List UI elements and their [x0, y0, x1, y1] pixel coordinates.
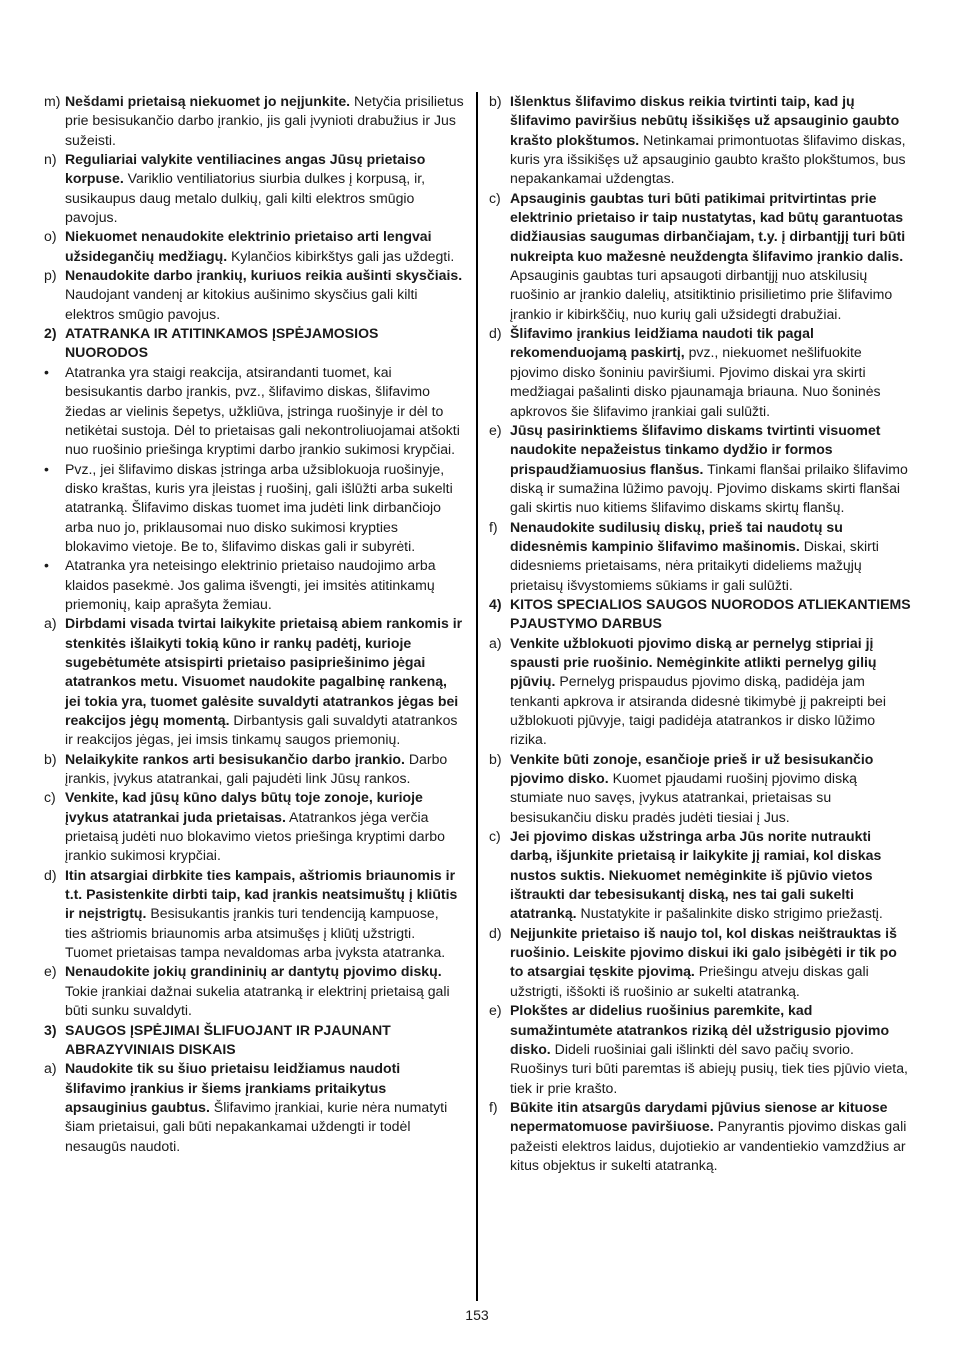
item-bold-text: Išlenktus šlifavimo diskus reikia tvirtinti taip, kad jų šlifavimo paviršius nebūtų išsikišęs už apsauginio gaubto krašto plokštumos.	[510, 93, 900, 148]
item-text: Atatranka yra staigi reakcija, atsirandanti tuomet, kai besisukantis darbo įrankis, pvz., šlifavimo diskas, šlifavimo žiedas ar vielinis šepetys, užkliūva, įstringa ruošinyje ir dėl to netikėtai sustoja. Dėl to prietaisas gali nekontroliuojamai atšokti nuo ruošinio priešinga kryptimi darbo įrankio sukimosi krypčiai.	[65, 363, 460, 458]
item-bold-text: Plokštes ar didelius ruošinius paremkite, kad sumažintumėte atatrankos riziką dėl užstrigusio pjovimo disko.	[510, 1002, 890, 1057]
item-label: 2)	[44, 325, 57, 342]
item-body	[510, 751, 873, 825]
item-text: Pernelyg prispaudus pjovimo diską, padidėja jam tenkanti apkrova ir atsiranda didesnė tikimybė jį pakreipti bei užblokuoti pjūvyje, taigi padidėja atatrankos ir disko lūžimo rizika.	[510, 673, 887, 748]
column-divider	[476, 92, 478, 1301]
item-label: p)	[44, 267, 57, 284]
item-bold-text: Apsauginis gaubtas turi būti patikimai pritvirtintas prie elektrinio prietaiso ir taip nustatytas, kad būtų garantuotas didžiausias saugumas dirbančiajam, t.y. į dirbantįjį turi būti nukreipta kuo mažesnė neuždengta šlifavimo įrankio dalis.	[510, 189, 906, 264]
item-label: b)	[489, 750, 502, 767]
item-body	[65, 228, 454, 263]
item-text: Priešingu atveju diskas gali užstrigti, iššokti iš ruošinio ar sukelti atatranką.	[510, 963, 869, 999]
item-text: Netyčia prisilietus prie besisukančio darbo įrankio, jis gali įvynioti drabužius ir Jus sužeisti.	[65, 93, 464, 148]
item-text: Pvz., jei šlifavimo diskas įstringa arba užsiblokuoja ruošinyje, disko kraštas, kuris yra įleistas į ruošinį, gali išlūžti arba sukelti atatranką. Šlifavimo diskas tuomet ima judėti link dirbančiojo arba nuo jo, priklausomai nuo disko sukimosi krypties blokavimo vietoje. Be to, šlifavimo diskas gali ir subyrėti.	[65, 460, 453, 554]
item-body	[65, 867, 457, 960]
item-text: Tinkami flanšai prilaiko šlifavimo diską ir sumažina lūžimo pavojų. Pjovimo diskams skirti flanšai gali skirtis nuo kitiems šlifavimo diskams skirtų flanšų.	[510, 460, 908, 516]
list-item	[44, 866, 464, 963]
right-column	[489, 92, 911, 1175]
item-body	[65, 1060, 447, 1153]
item-text: Darbo įrankis, įvykus atatrankai, gali pajudėti link Jūsų rankos.	[65, 750, 448, 787]
list-item	[44, 92, 464, 150]
item-body	[510, 190, 905, 322]
item-text: Diskai, skirti didesniems prietaisams, nėra pritaikyti dideliems mažųjų prietaisų išvystomiems sūkiams ir gali sulūžti.	[510, 537, 879, 593]
item-label: e)	[489, 1002, 502, 1019]
section-heading	[44, 324, 464, 363]
item-body	[510, 925, 897, 999]
item-label: f)	[489, 1098, 498, 1115]
list-item	[489, 827, 911, 924]
item-text: Dirbantysis gali suvaldyti atatrankos ir reakcijos jėgas, jei imsis tinkamų saugos priemonių.	[65, 712, 458, 748]
item-text: Naudojant vandenį ar kitokius aušinimo skysčius gali kilti elektros smūgio pavojus.	[65, 286, 418, 322]
list-item	[489, 421, 911, 518]
item-body	[510, 1099, 906, 1173]
list-item	[489, 750, 911, 827]
item-body	[510, 93, 906, 186]
item-bold-text: Reguliariai valykite ventiliacines angas Jūsų prietaiso korpuse.	[65, 151, 426, 187]
item-bold-text: ATATRANKA IR ATITINKAMOS ĮSPĖJAMOSIOS NUORODOS	[65, 325, 379, 361]
list-item	[489, 1001, 911, 1098]
item-body	[65, 1022, 391, 1057]
list-item	[44, 460, 464, 557]
item-text: Kylančios kibirkštys gali jas uždegti.	[227, 247, 455, 264]
item-body	[65, 364, 460, 457]
item-body	[65, 267, 462, 322]
item-bold-text: Itin atsargiai dirbkite ties kampais, aštriomis briaunomis ir t.t. Pasistenkite dirbti taip, kad įrankis neatsimuštų į kliūtis ir neįstrigtų.	[65, 866, 458, 922]
item-bold-text: Venkite užblokuoti pjovimo diską ar pernelyg stipriai jį spausti prie ruošinio. Nemėginkite atlikti pernelyg gilių pjūvių.	[510, 634, 877, 690]
item-body	[510, 635, 886, 748]
item-text: Kuomet pjaudami ruošinį pjovimo diską stumiate nuo savęs, įvykus atatrankai, prietaisas su besisukančiu disku pradės judėti tiesiai į Jus.	[510, 770, 857, 825]
item-text: Besisukantis įrankis turi tendenciją kampuose, ties aštriomis briaunomis arba atsimušęs į kliūtį užstrigti. Tuomet prietaisas tampa nevaldomas arba įvyksta atatranka.	[65, 905, 446, 961]
item-body	[510, 422, 908, 515]
item-label: o)	[44, 228, 57, 245]
item-label: f)	[489, 518, 498, 535]
item-bold-text: Venkite būti zonoje, esančioje prieš ir už besisukančio pjovimo disko.	[510, 750, 874, 787]
item-body	[510, 596, 911, 631]
item-label: n)	[44, 151, 57, 168]
item-body	[65, 963, 450, 1018]
item-label: •	[44, 460, 49, 477]
item-body	[510, 828, 883, 921]
item-text: Variklio ventiliatorius siurbia dulkes į korpusą, ir, susikaupus daug metalo dulkių, gali kilti elektros smūgio pavojus.	[65, 170, 426, 226]
item-label: c)	[489, 828, 501, 845]
item-label: d)	[44, 866, 57, 883]
item-label: a)	[489, 634, 502, 651]
list-item	[44, 788, 464, 865]
list-item	[489, 924, 911, 1001]
item-text: Nustatykite ir pašalinkite disko strigimo priežastį.	[576, 905, 883, 922]
item-label: b)	[489, 93, 502, 109]
item-bold-text: Jūsų pasirinktiems šlifavimo diskams tvirtinti visuomet naudokite nepažeistus tinkamo dydžio ir formos prispaudžiamuosius flanšus.	[510, 421, 881, 477]
item-text: Apsauginis gaubtas turi apsaugoti dirbantįjį nuo atskilusių ruošinio ar įrankio dalelių, atsitiktinio prisilietimo prie šlifavimo įrankio ir kibirkščių, nuo kurių gali užsidegti drabužiai.	[510, 267, 893, 322]
item-bold-text: KITOS SPECIALIOS SAUGOS NUORODOS ATLIEKANTIEMS PJAUSTYMO DARBUS	[510, 595, 911, 632]
list-item	[489, 324, 911, 421]
list-item	[44, 150, 464, 227]
list-item	[44, 614, 464, 749]
item-bold-text: Niekuomet nenaudokite elektrinio prietaiso arti lengvai užsidegančių medžiagų.	[65, 228, 432, 264]
item-label: •	[44, 363, 49, 380]
item-label: a)	[44, 1060, 57, 1077]
item-text: Atatrankos jėga verčia prietaisą judėti nuo blokavimo vietos priešinga kryptimi darbo įrankio sukimosi krypčiai.	[65, 808, 445, 864]
item-bold-text: Neįjunkite prietaiso iš naujo tol, kol diskas neištrauktas iš ruošinio. Leiskite pjovimo diskui iki galo įsibėgėti ir tik po to atsargiai tęskite pjovimą.	[510, 924, 897, 980]
item-body	[510, 519, 879, 593]
item-label: d)	[489, 325, 502, 342]
item-bold-text: SAUGOS ĮSPĖJIMAI ŠLIFUOJANT IR PJAUNANT ABRAZYVINIAIS DISKAIS	[65, 1021, 391, 1057]
item-label: 4)	[489, 595, 502, 612]
item-text: Šlifavimo įrankiai, kurie nėra numatyti šiam prietaisui, gali būti nepakankamai uždengti ir todėl nesaugūs naudoti.	[65, 1098, 448, 1154]
list-item	[44, 1059, 464, 1156]
item-bold-text: Nenaudokite darbo įrankių, kuriuos reikia aušinti skysčiais.	[65, 267, 463, 284]
item-label: e)	[44, 963, 57, 980]
list-item	[44, 363, 464, 460]
item-body	[65, 151, 425, 225]
section-heading	[44, 1021, 464, 1060]
item-label: •	[44, 557, 49, 574]
item-label: m)	[44, 93, 61, 109]
item-body	[65, 789, 445, 863]
item-text: Tokie įrankiai dažnai sukelia atatranką ir elektrinį prietaisą gali būti sunku suvaldyti.	[65, 982, 450, 1019]
item-text: pvz., niekuomet nešlifuokite pjovimo disko šoniniu paviršiumi. Pjovimo diskai yra skirti medžiagai pašalinti disko pjaunamąja briauna. Nuo šoninės apkrovos šie šlifavimo įrankiai gali sulūžti.	[510, 344, 881, 419]
list-item	[44, 750, 464, 789]
item-body	[65, 557, 436, 612]
list-item	[44, 227, 464, 266]
item-bold-text: Nešdami prietaisą niekuomet jo neįjunkite.	[65, 93, 351, 109]
item-text: Panyrantis pjovimo diskas gali pažeisti elektros laidus, dujotiekio ar vandentiekio vamzdžius ar kitus objektus ir sukelti atatranką.	[510, 1118, 907, 1173]
item-text: Atatranka yra neteisingo elektrinio prietaiso naudojimo arba klaidos pasekmė. Jos galima išvengti, jei imsitės atitinkamų priemonių, kaip aprašyta žemiau.	[65, 557, 436, 612]
item-label: e)	[489, 421, 502, 438]
item-body	[65, 461, 453, 554]
list-item	[489, 189, 911, 324]
list-item	[44, 266, 464, 324]
item-label: c)	[44, 789, 56, 806]
item-bold-text: Būkite itin atsargūs darydami pjūvius sienose ar kituose nepermatomuose paviršiuose.	[510, 1098, 888, 1135]
item-bold-text: Nenaudokite sudilusių diskų, prieš tai naudotų su didesnėmis kampinio šlifavimo mašinomis.	[510, 518, 843, 554]
item-body	[510, 325, 881, 418]
item-body	[65, 325, 378, 360]
item-body	[510, 1002, 908, 1095]
page-number: 153	[465, 1307, 489, 1323]
section-heading	[489, 595, 911, 634]
item-text: Netinkamai primontuotas šlifavimo diskas, kuris yra išsikišęs už apsauginio gaubto krašto plokštumos, bus nepakankamai uždengtas.	[510, 131, 906, 187]
list-item	[489, 518, 911, 595]
item-bold-text: Jei pjovimo diskas užstringa arba Jūs norite nutraukti darbą, išjunkite prietaisą ir laikykite jį ramiai, kol diskas nustos suktis. Niekuomet nemėginkite iš pjūvio vietos ištraukti dar tebesisukantį diską, nes tai gali sukelti atatranką.	[510, 828, 882, 922]
item-body	[65, 751, 447, 786]
list-item	[489, 92, 911, 189]
item-label: c)	[489, 189, 501, 206]
item-body	[65, 615, 462, 747]
item-body	[65, 93, 464, 148]
item-bold-text: Šlifavimo įrankius leidžiama naudoti tik pagal rekomenduojamą paskirtį,	[510, 325, 814, 361]
item-label: b)	[44, 750, 57, 767]
item-bold-text: Venkite, kad jūsų kūno dalys būtų toje zonoje, kurioje įvykus atatrankai juda prietaisas.	[65, 789, 423, 825]
item-label: a)	[44, 615, 57, 632]
list-item	[489, 1098, 911, 1175]
item-bold-text: Nelaikykite rankos arti besisukančio darbo įrankio.	[65, 750, 405, 767]
list-item	[44, 556, 464, 614]
item-bold-text: Naudokite tik su šiuo prietaisu leidžiamus naudoti šlifavimo įrankius ir šiems įrankiams pritaikytus apsauginius gaubtus.	[65, 1060, 401, 1115]
item-text: Dideli ruošiniai gali išlinkti dėl savo pačių svorio. Ruošinys turi būti paremtas iš abiejų pusių, tiek ties pjūvio vieta, tiek ir prie krašto.	[510, 1040, 908, 1096]
list-item	[489, 634, 911, 750]
item-bold-text: Nenaudokite jokių grandininių ar dantytų pjovimo diskų.	[65, 963, 442, 980]
item-label: 3)	[44, 1021, 57, 1038]
item-label: d)	[489, 924, 502, 941]
left-column	[44, 92, 464, 1156]
item-bold-text: Dirbdami visada tvirtai laikykite prietaisą abiem rankomis ir stenkitės išlaikyti tokią kūno ir rankų padėtį, kurioje sugebėtumėte atsispirti prietaiso pasipriešinimo jėgai atatrankos metu. Visuomet naudokite pagalbinę rankeną, jei tokia yra, tuomet galėsite suvaldyti atatrankos jėgas bei reakcijos jėgų momentą.	[65, 615, 463, 728]
list-item	[44, 962, 464, 1020]
